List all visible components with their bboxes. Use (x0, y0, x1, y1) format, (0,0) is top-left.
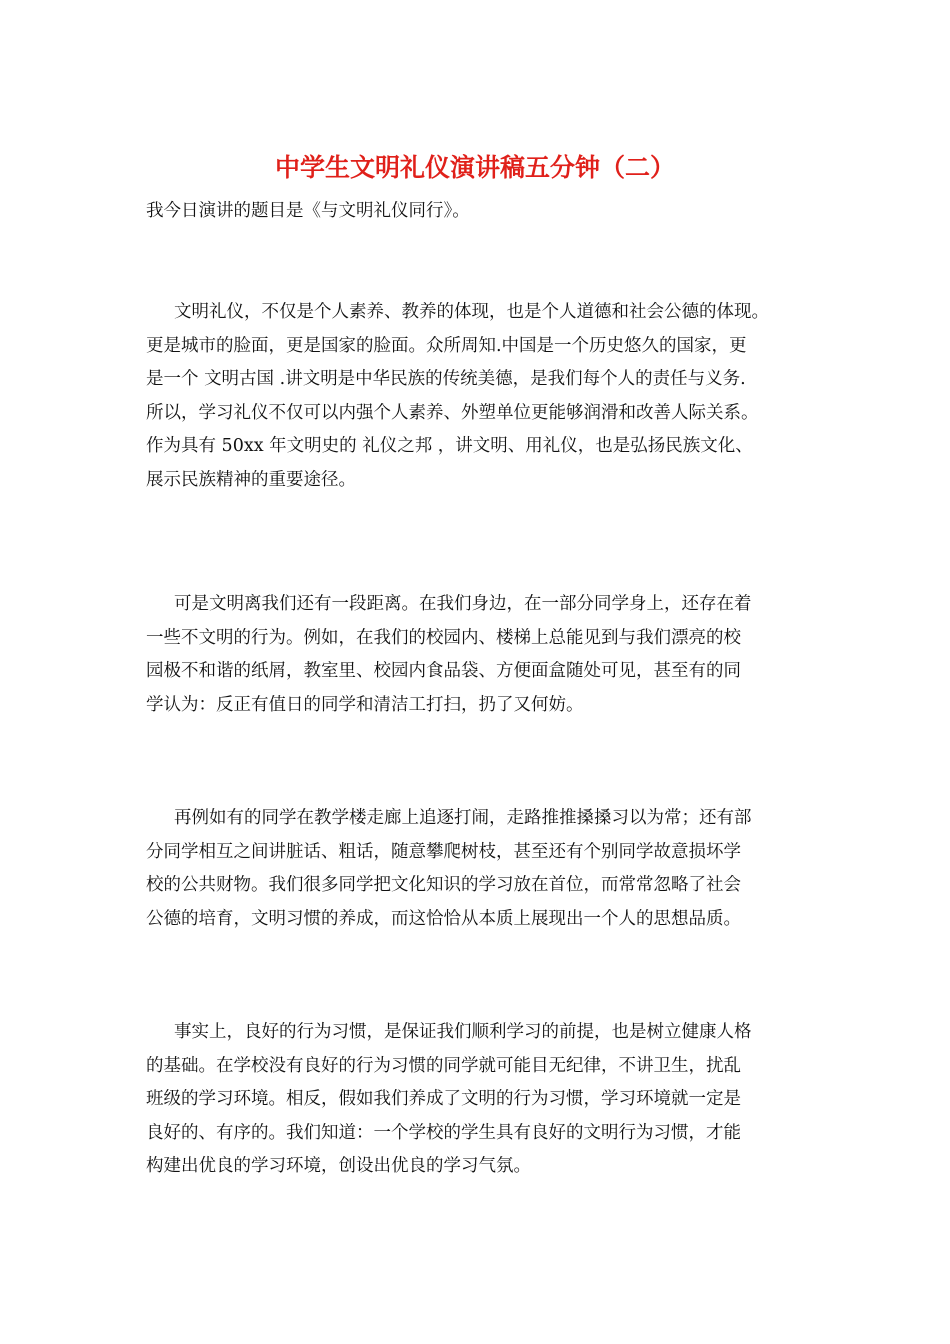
paragraph-1 (146, 296, 826, 498)
paragraph-line: 文明礼仪，不仅是个人素养、教养的体现，也是个人道德和社会公德的体现。 (174, 302, 769, 322)
intro-paragraph: 我今日演讲的题目是《与文明礼仪同行》。 (146, 201, 470, 221)
paragraph-line: 良好的、有序的。我们知道：一个学校的学生具有良好的文明行为习惯，才能 (146, 1122, 741, 1143)
paragraph-line: 展示民族精神的重要途径。 (146, 469, 356, 490)
paragraph-line: 园极不和谐的纸屑，教室里、校园内食品袋、方便面盒随处可见，甚至有的同 (146, 661, 741, 682)
paragraph-line: 可是文明离我们还有一段距离。在我们身边，在一部分同学身上，还存在着 (174, 594, 752, 614)
paragraph-2 (146, 588, 826, 722)
paragraph-3 (146, 802, 826, 936)
paragraph-line: 校的公共财物。我们很多同学把文化知识的学习放在首位，而常常忽略了社会 (146, 875, 741, 896)
paragraph-line: 构建出优良的学习环境，创设出优良的学习气氛。 (146, 1156, 531, 1177)
paragraph-line: 学认为：反正有值日的同学和清洁工打扫，扔了又何妨。 (146, 694, 584, 715)
document-title: 中学生文明礼仪演讲稿五分钟（二） (274, 153, 675, 182)
paragraph-line: 公德的培育，文明习惯的养成，而这恰恰从本质上展现出一个人的思想品质。 (146, 908, 741, 929)
paragraph-line: 更是城市的脸面，更是国家的脸面。众所周知.中国是一个历史悠久的国家，更 (146, 335, 747, 356)
paragraph-line: 是一个 文明古国 .讲文明是中华民族的传统美德，是我们每个人的责任与义务. (146, 369, 746, 390)
paragraph-line: 分同学相互之间讲脏话、粗话，随意攀爬树枝，甚至还有个别同学故意损坏学 (146, 841, 741, 862)
paragraph-line: 作为具有 50xx 年文明史的 礼仪之邦 ，讲文明、用礼仪，也是弘扬民族文化、 (146, 436, 753, 457)
paragraph-line: 班级的学习环境。相反，假如我们养成了文明的行为习惯，学习环境就一定是 (146, 1089, 741, 1110)
paragraph-line: 再例如有的同学在教学楼走廊上追逐打闹，走路推推搡搡习以为常；还有部 (174, 808, 752, 828)
paragraph-line: 事实上，良好的行为习惯，是保证我们顺利学习的前提，也是树立健康人格 (174, 1022, 752, 1042)
paragraph-4 (146, 1016, 826, 1184)
paragraph-line: 所以，学习礼仪不仅可以内强个人素养、外塑单位更能够润滑和改善人际关系。 (146, 402, 759, 423)
paragraph-line: 一些不文明的行为。例如，在我们的校园内、楼梯上总能见到与我们漂亮的校 (146, 627, 741, 648)
paragraph-line: 的基础。在学校没有良好的行为习惯的同学就可能目无纪律，不讲卫生，扰乱 (146, 1055, 741, 1076)
